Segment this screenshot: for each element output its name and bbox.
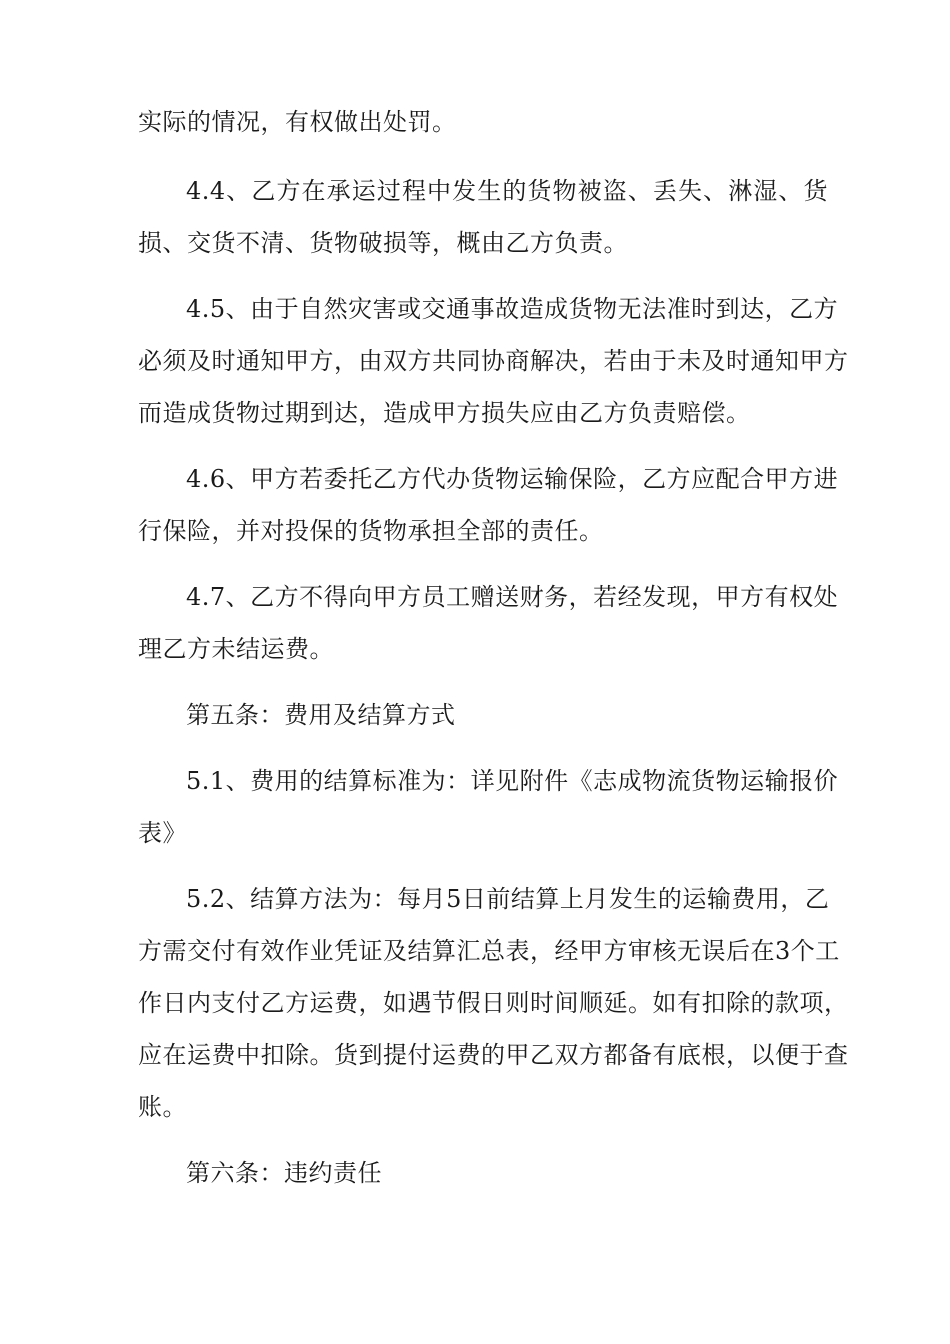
text-line: 行保险，并对投保的货物承担全部的责任。 xyxy=(138,517,604,545)
clause-4-4: 4.4、乙方在承运过程中发生的货物被盗、丢失、淋湿、货 xyxy=(186,177,828,205)
text-line: 表》 xyxy=(138,819,187,847)
clause-4-6: 4.6、甲方若委托乙方代办货物运输保险，乙方应配合甲方进 xyxy=(186,465,839,493)
text-line: 而造成货物过期到达，造成甲方损失应由乙方负责赔偿。 xyxy=(138,399,751,427)
text-line: 作日内支付乙方运费，如遇节假日则时间顺延。如有扣除的款项， xyxy=(138,989,849,1017)
clause-5-1: 5.1、费用的结算标准为：详见附件《志成物流货物运输报价 xyxy=(186,767,839,795)
text-line: 理乙方未结运费。 xyxy=(138,635,334,663)
text-line: 方需交付有效作业凭证及结算汇总表，经甲方审核无误后在3个工 xyxy=(138,937,840,965)
text-line: 损、交货不清、货物破损等，概由乙方负责。 xyxy=(138,229,628,257)
clause-4-5: 4.5、由于自然灾害或交通事故造成货物无法准时到达，乙方 xyxy=(186,295,839,323)
section-heading-5: 第五条：费用及结算方式 xyxy=(186,701,456,729)
clause-5-2: 5.2、结算方法为：每月5日前结算上月发生的运输费用，乙 xyxy=(186,885,830,913)
text-line: 账。 xyxy=(138,1093,187,1121)
clause-4-7: 4.7、乙方不得向甲方员工赠送财务，若经发现，甲方有权处 xyxy=(186,583,839,611)
text-line: 应在运费中扣除。货到提付运费的甲乙双方都备有底根，以便于查 xyxy=(138,1041,849,1069)
section-heading-6: 第六条：违约责任 xyxy=(186,1159,382,1187)
text-line: 必须及时通知甲方，由双方共同协商解决，若由于未及时通知甲方 xyxy=(138,347,849,375)
text-line: 实际的情况，有权做出处罚。 xyxy=(138,108,457,136)
